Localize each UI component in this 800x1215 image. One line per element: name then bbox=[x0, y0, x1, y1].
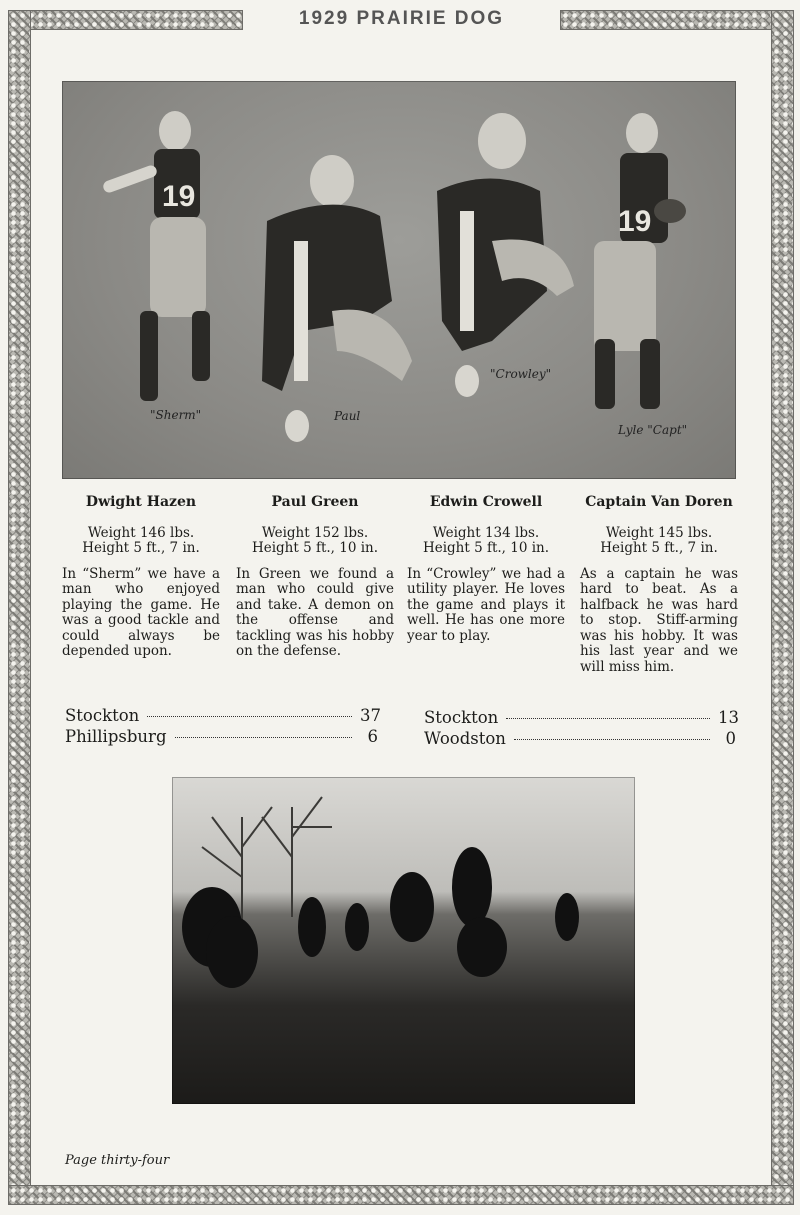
player-description: As a captain he was hard to beat. As a halfback he was hard to stop. Stiff-arming was his hobby. It was his last year and we will miss him. bbox=[580, 565, 738, 675]
player-name: Dwight Hazen bbox=[85, 494, 197, 510]
player-description: In Green we found a man who could give and take. A demon on the offense and tackling was his hobby on the defense. bbox=[236, 565, 394, 659]
player-description: In “Sherm” we have a man who enjoyed playing the game. He was a good tackle and could always be depended upon. bbox=[62, 565, 220, 659]
page-header-title: 1929 PRAIRIE DOG bbox=[298, 8, 505, 29]
player-name: Paul Green bbox=[271, 494, 359, 510]
svg-text:19: 19 bbox=[618, 205, 652, 238]
player-height: Height 5 ft., 7 in. bbox=[600, 540, 718, 556]
player-height: Height 5 ft., 10 in. bbox=[422, 540, 550, 556]
score-team: Woodston bbox=[424, 729, 506, 748]
player-bio bbox=[62, 495, 220, 660]
score-team: Phillipsburg bbox=[65, 727, 167, 746]
player-figure-crowley bbox=[437, 113, 574, 397]
game-action-photo bbox=[172, 777, 635, 1104]
player-height: Height 5 ft., 7 in. bbox=[82, 540, 200, 556]
player-height: Height 5 ft., 10 in. bbox=[251, 540, 379, 556]
leader-dots bbox=[514, 739, 710, 740]
caption-sherm: "Sherm" bbox=[150, 408, 202, 422]
score-points: 37 bbox=[360, 706, 381, 725]
player-figure-lyle bbox=[594, 113, 686, 409]
score-row bbox=[424, 728, 736, 749]
player-bio bbox=[580, 495, 738, 675]
player-bio bbox=[236, 495, 394, 660]
caption-crowley: "Crowley" bbox=[490, 367, 552, 381]
player-figure-paul bbox=[262, 155, 412, 442]
score-team: Stockton bbox=[65, 706, 140, 725]
leader-dots bbox=[506, 718, 710, 719]
ornamental-border-top-left bbox=[8, 10, 243, 30]
player-weight: Weight 146 lbs. bbox=[87, 524, 195, 541]
player-name: Captain Van Doren bbox=[585, 494, 733, 510]
score-row bbox=[65, 705, 381, 726]
player-weight: Weight 134 lbs. bbox=[432, 524, 540, 541]
score-points: 0 bbox=[725, 729, 736, 748]
ornamental-border-bottom bbox=[8, 1185, 794, 1205]
player-name: Edwin Crowell bbox=[429, 494, 543, 510]
score-block-left bbox=[65, 705, 381, 747]
ornamental-border-top-right bbox=[560, 10, 794, 30]
score-block-right bbox=[424, 707, 739, 749]
ornamental-border-left bbox=[8, 10, 31, 1205]
caption-lyle: Lyle "Capt" bbox=[618, 423, 688, 437]
player-weight: Weight 152 lbs. bbox=[261, 524, 369, 541]
score-team: Stockton bbox=[424, 708, 499, 727]
player-figure-sherm bbox=[102, 111, 210, 401]
player-description: In “Crowley” we had a utility player. He loves the game and plays it well. He has one more year to play. bbox=[407, 565, 565, 644]
score-row bbox=[424, 707, 739, 728]
player-weight: Weight 145 lbs. bbox=[605, 524, 713, 541]
page-number: Page thirty-four bbox=[65, 1153, 170, 1168]
score-points: 6 bbox=[367, 727, 378, 746]
players-photo bbox=[62, 81, 736, 479]
leader-dots bbox=[175, 737, 352, 738]
leader-dots bbox=[147, 716, 352, 717]
score-points: 13 bbox=[718, 708, 739, 727]
svg-text:19: 19 bbox=[162, 180, 196, 213]
ornamental-border-right bbox=[771, 10, 794, 1205]
caption-paul: Paul bbox=[334, 409, 361, 423]
score-row bbox=[65, 726, 378, 747]
player-bio bbox=[407, 495, 565, 644]
